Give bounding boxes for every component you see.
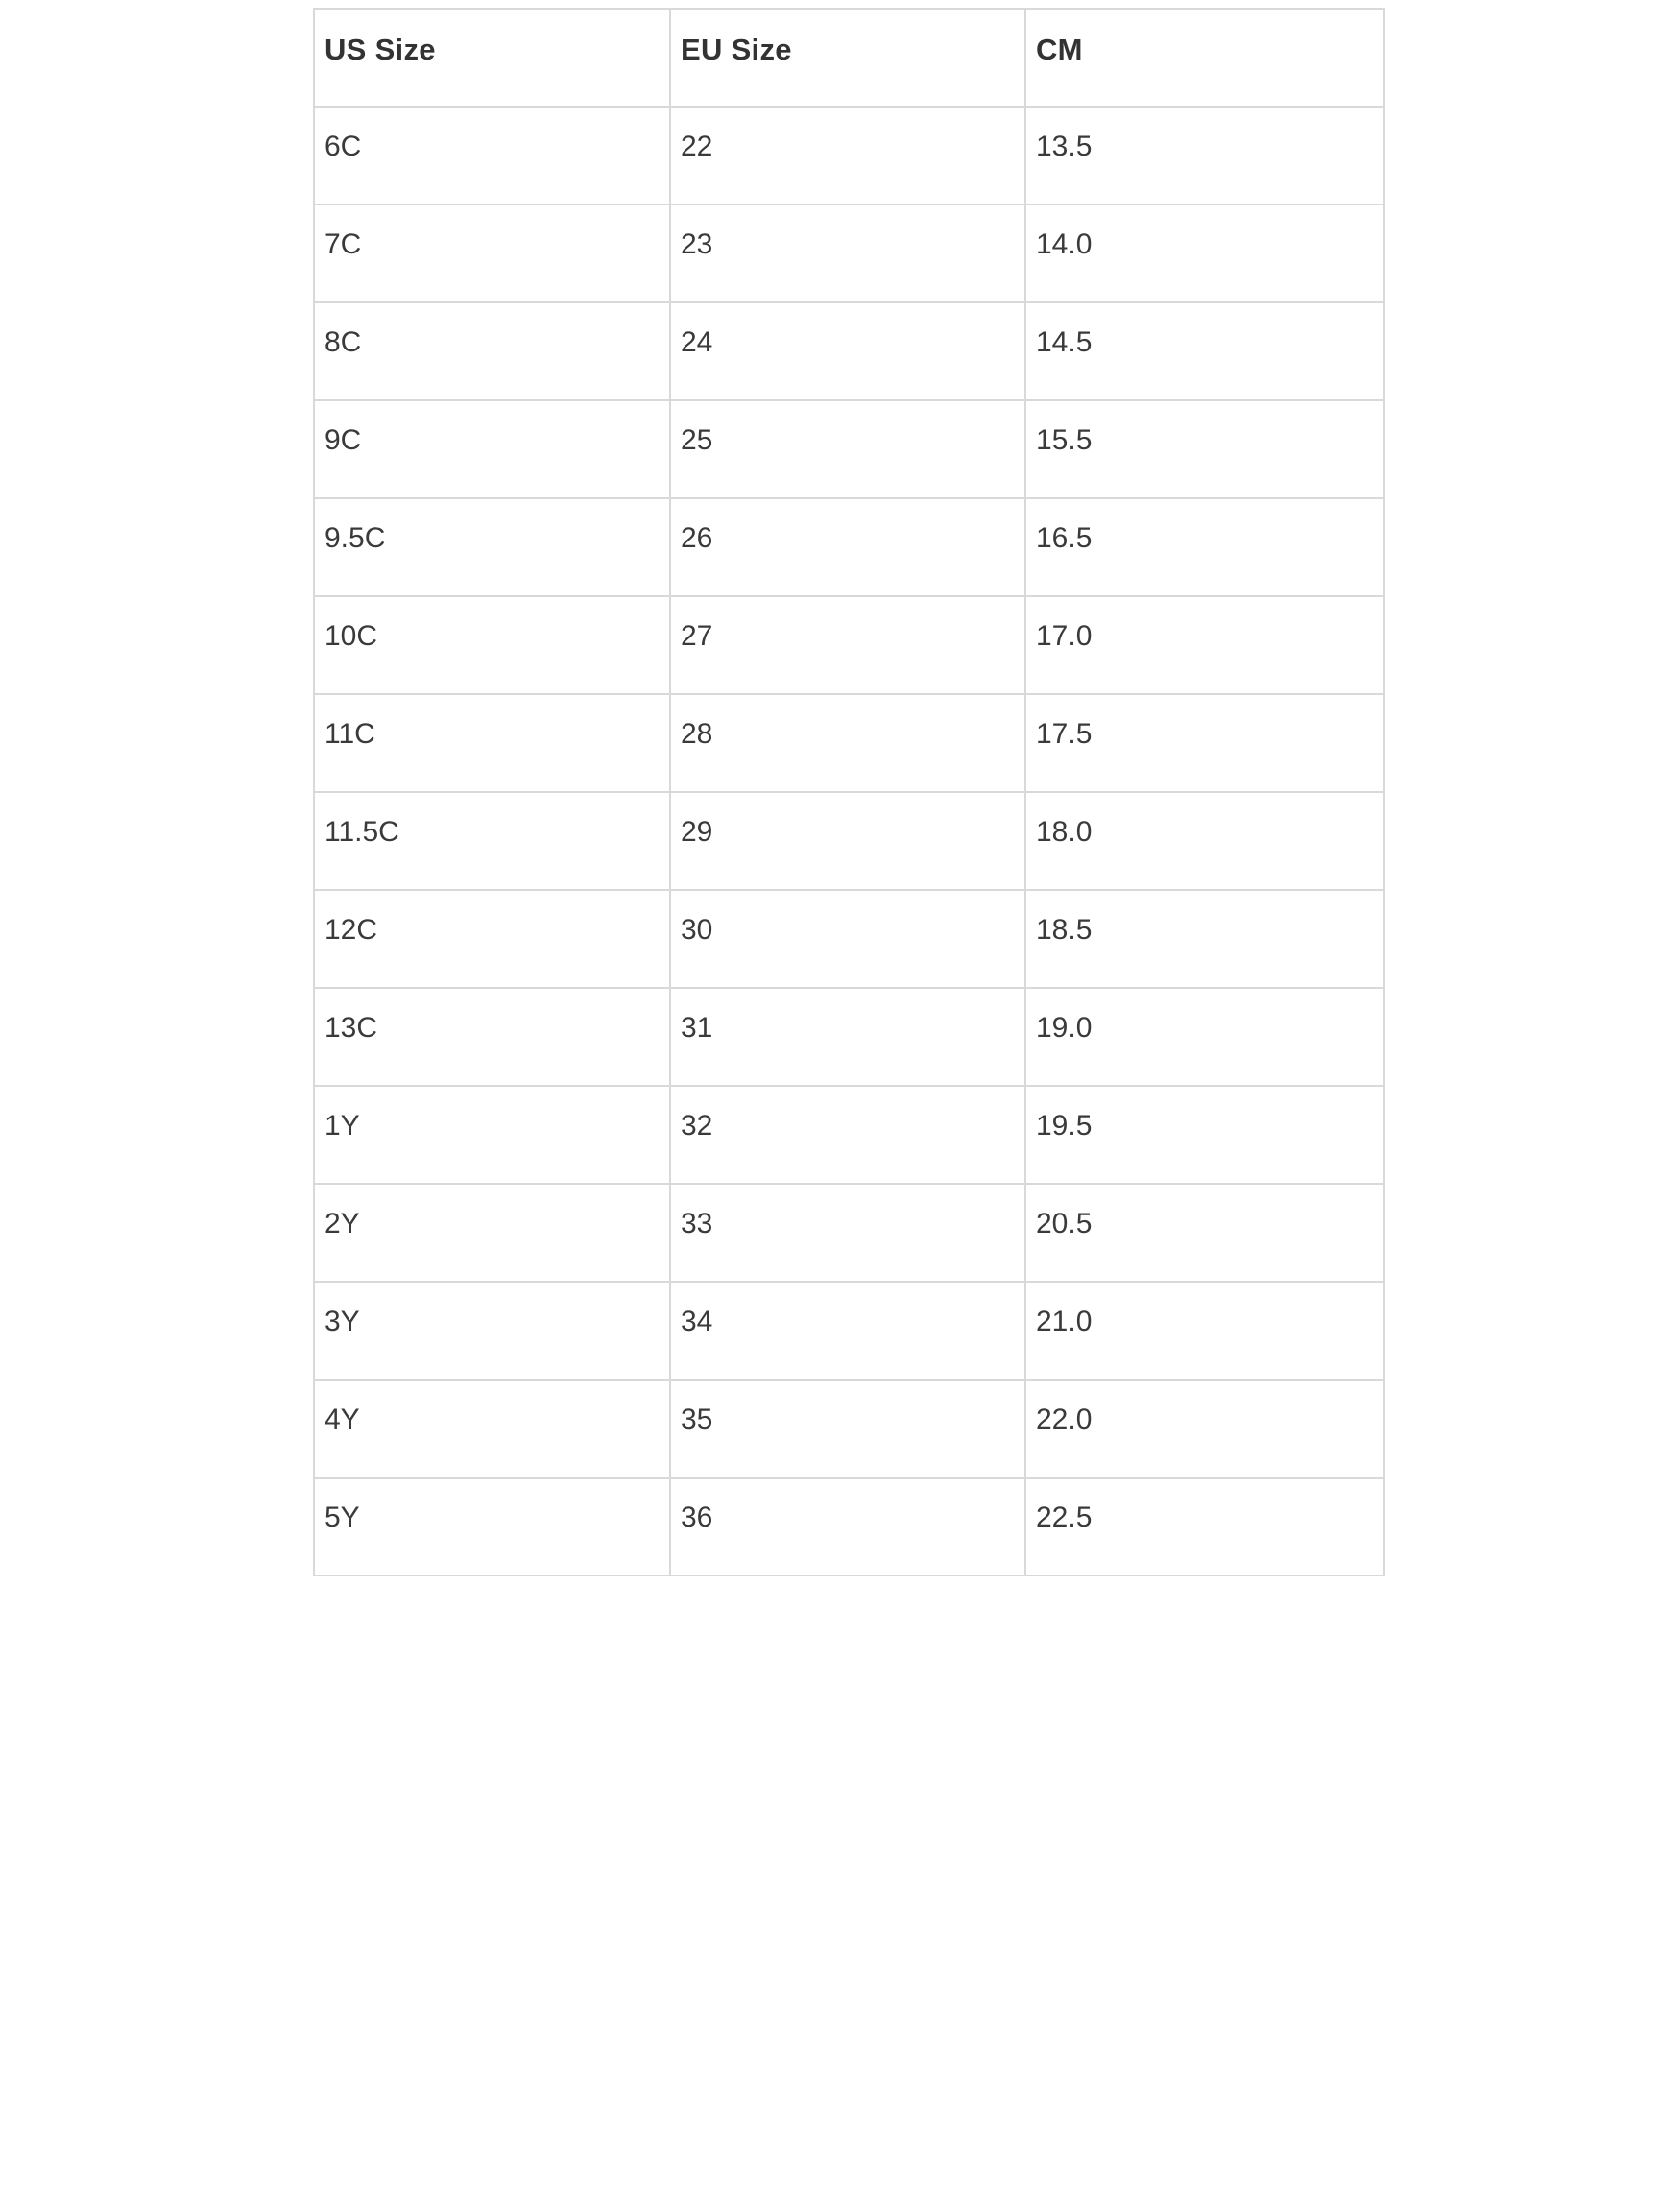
table-row (314, 302, 1384, 400)
size-chart-header (314, 9, 1384, 107)
cm-cell: 18.0 (1025, 792, 1384, 890)
us-size-cell: 9.5C (314, 498, 670, 596)
table-row (314, 204, 1384, 302)
eu-size-cell: 26 (670, 498, 1025, 596)
us-size-cell: 11C (314, 694, 670, 792)
cm-cell: 14.5 (1025, 302, 1384, 400)
eu-size-cell: 24 (670, 302, 1025, 400)
eu-size-cell: 27 (670, 596, 1025, 694)
us-size-cell: 9C (314, 400, 670, 498)
table-row (314, 1478, 1384, 1575)
table-row (314, 1282, 1384, 1380)
table-row (314, 694, 1384, 792)
eu-size-cell: 33 (670, 1184, 1025, 1282)
header-us-size: US Size (314, 9, 670, 107)
us-size-cell: 8C (314, 302, 670, 400)
eu-size-cell: 22 (670, 107, 1025, 204)
size-chart-body (314, 107, 1384, 1575)
eu-size-cell: 36 (670, 1478, 1025, 1575)
eu-size-cell: 30 (670, 890, 1025, 988)
cm-cell: 14.0 (1025, 204, 1384, 302)
table-row (314, 107, 1384, 204)
us-size-cell: 1Y (314, 1086, 670, 1184)
cm-cell: 19.5 (1025, 1086, 1384, 1184)
table-row (314, 1184, 1384, 1282)
header-eu-size: EU Size (670, 9, 1025, 107)
table-row (314, 1380, 1384, 1478)
size-chart-table (313, 8, 1385, 1576)
cm-cell: 18.5 (1025, 890, 1384, 988)
table-row (314, 1086, 1384, 1184)
table-row (314, 890, 1384, 988)
us-size-cell: 12C (314, 890, 670, 988)
us-size-cell: 5Y (314, 1478, 670, 1575)
cm-cell: 17.0 (1025, 596, 1384, 694)
eu-size-cell: 25 (670, 400, 1025, 498)
us-size-cell: 7C (314, 204, 670, 302)
table-row (314, 400, 1384, 498)
cm-cell: 15.5 (1025, 400, 1384, 498)
us-size-cell: 3Y (314, 1282, 670, 1380)
us-size-cell: 11.5C (314, 792, 670, 890)
cm-cell: 22.0 (1025, 1380, 1384, 1478)
us-size-cell: 13C (314, 988, 670, 1086)
header-cm: CM (1025, 9, 1384, 107)
cm-cell: 16.5 (1025, 498, 1384, 596)
cm-cell: 20.5 (1025, 1184, 1384, 1282)
table-row (314, 988, 1384, 1086)
eu-size-cell: 32 (670, 1086, 1025, 1184)
eu-size-cell: 29 (670, 792, 1025, 890)
cm-cell: 19.0 (1025, 988, 1384, 1086)
eu-size-cell: 28 (670, 694, 1025, 792)
table-row (314, 498, 1384, 596)
us-size-cell: 10C (314, 596, 670, 694)
header-row (314, 9, 1384, 107)
cm-cell: 22.5 (1025, 1478, 1384, 1575)
us-size-cell: 4Y (314, 1380, 670, 1478)
cm-cell: 13.5 (1025, 107, 1384, 204)
us-size-cell: 6C (314, 107, 670, 204)
us-size-cell: 2Y (314, 1184, 670, 1282)
cm-cell: 21.0 (1025, 1282, 1384, 1380)
eu-size-cell: 35 (670, 1380, 1025, 1478)
eu-size-cell: 23 (670, 204, 1025, 302)
table-row (314, 792, 1384, 890)
eu-size-cell: 31 (670, 988, 1025, 1086)
cm-cell: 17.5 (1025, 694, 1384, 792)
eu-size-cell: 34 (670, 1282, 1025, 1380)
table-row (314, 596, 1384, 694)
